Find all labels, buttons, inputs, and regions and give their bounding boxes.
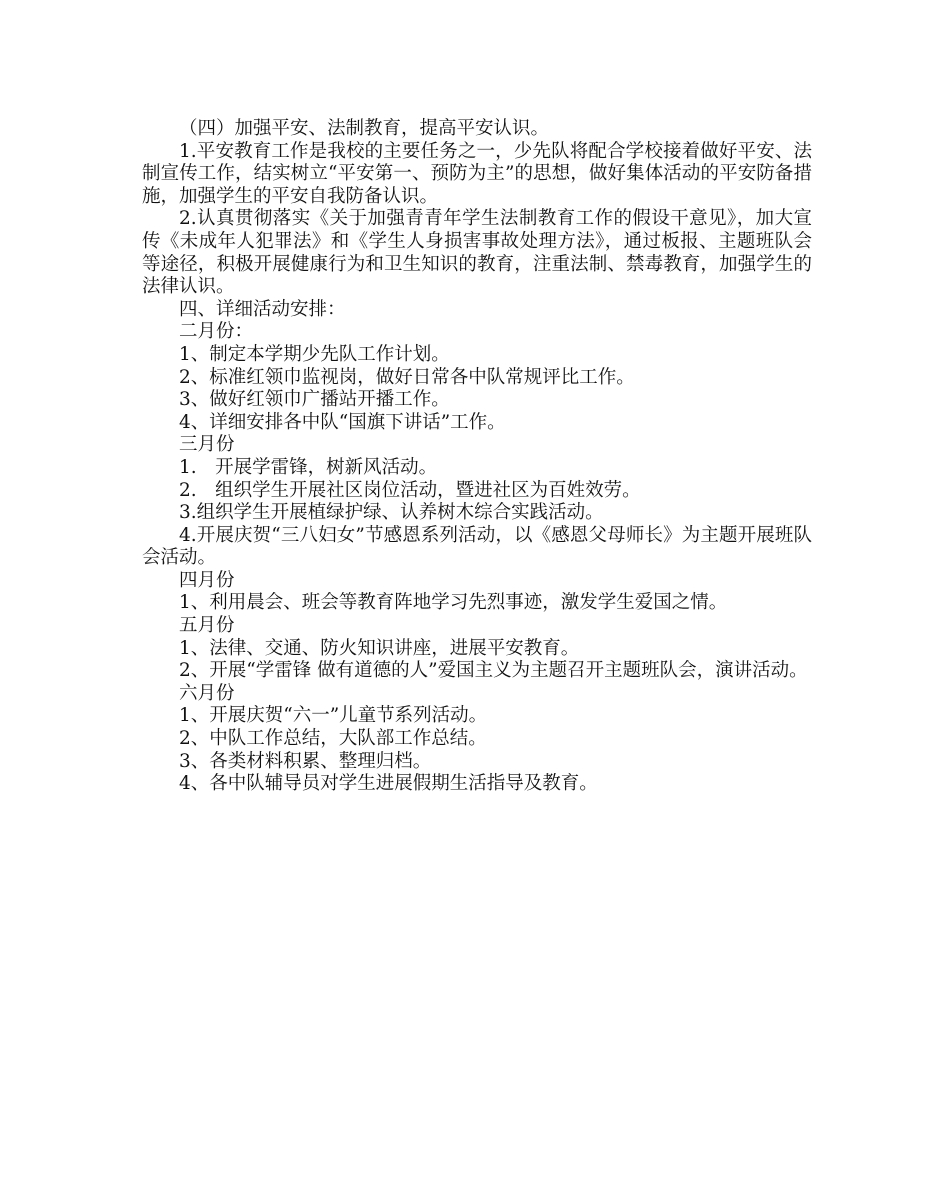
february-item-1: 1、制定本学期少先队工作计划。 xyxy=(179,343,450,365)
march-item-3: 3.组织学生开展植绿护绿、认养树木综合实践活动。 xyxy=(179,502,604,524)
june-item-1: 1、开展庆贺“六一”儿童节系列活动。 xyxy=(179,705,488,727)
june-item-4: 4、各中队辅导员对学生进展假期生活指导及教育。 xyxy=(179,773,598,795)
month-heading-april: 四月份 xyxy=(179,569,235,591)
february-item-3: 3、做好红领巾广播站开播工作。 xyxy=(179,389,450,411)
month-heading-february: 二月份： xyxy=(179,321,254,343)
april-item-1: 1、利用晨会、班会等教育阵地学习先烈事迹，激发学生爱国之情。 xyxy=(179,592,728,614)
safety-item-2: 2.认真贯彻落实《关于加强青青年学生法制教育工作的假设干意见》，加大宣传《未成年人犯罪法》和《学生人身损害事故处理方法》，通过板报、主题班队会等途径，积极开展健康行为和卫生知识的教育，注重法制、禁毒教育，加强学生的法律认识。 xyxy=(142,208,812,298)
may-item-2: 2、开展“学雷锋 做有道德的人”爱国主义为主题召开主题班队会，演讲活动。 xyxy=(179,660,808,682)
month-heading-may: 五月份 xyxy=(179,615,235,637)
february-item-2: 2、标准红领巾监视岗，做好日常各中队常规评比工作。 xyxy=(179,366,635,388)
section-heading-activities: 四、详细活动安排： xyxy=(179,298,346,320)
february-item-4: 4、详细安排各中队“国旗下讲话”工作。 xyxy=(179,411,506,433)
june-item-3: 3、各类材料积累、整理归档。 xyxy=(179,750,432,772)
may-item-1: 1、法律、交通、防火知识讲座，进展平安教育。 xyxy=(179,637,580,659)
march-item-1: 1. 开展学雷锋，树新风活动。 xyxy=(179,456,438,478)
march-item-4: 4.开展庆贺“三八妇女”节感恩系列活动，以《感恩父母师长》为主题开展班队会活动。 xyxy=(142,524,812,569)
safety-item-1: 1.平安教育工作是我校的主要任务之一，少先队将配合学校接着做好平安、法制宣传工作，结实树立“平安第一、预防为主”的思想，做好集体活动的平安防备措施，加强学生的平安自我防备认识。 xyxy=(142,140,812,207)
document-body xyxy=(142,118,812,796)
section-heading-safety-legal: （四）加强平安、法制教育，提高平安认识。 xyxy=(179,118,550,139)
june-item-2: 2、中队工作总结，大队部工作总结。 xyxy=(179,728,487,750)
month-heading-june: 六月份 xyxy=(179,682,235,704)
month-heading-march: 三月份 xyxy=(179,434,235,456)
march-item-2: 2. 组织学生开展社区岗位活动，暨进社区为百姓效劳。 xyxy=(179,479,641,501)
